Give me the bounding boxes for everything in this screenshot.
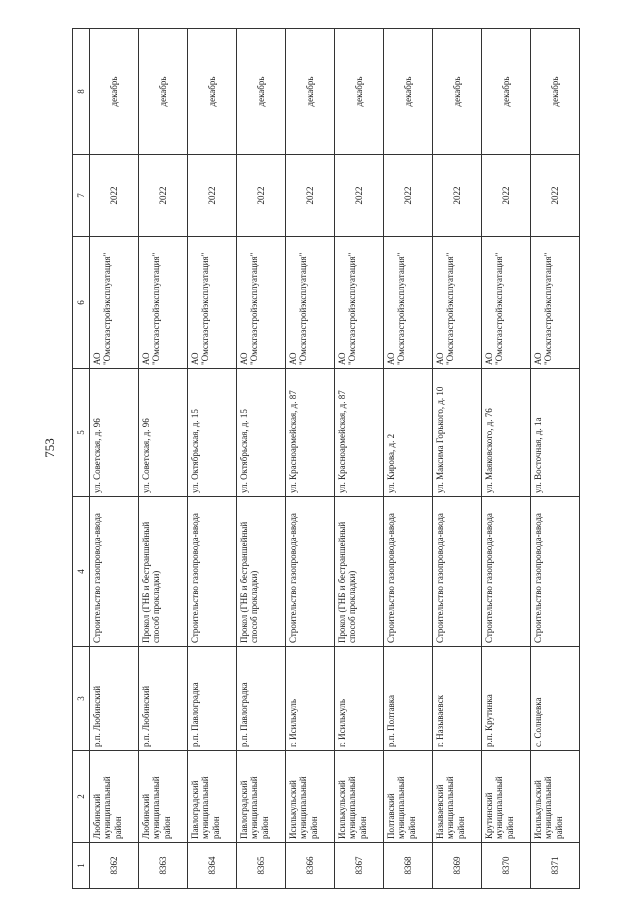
column-header: 7: [73, 155, 90, 237]
column-header: 2: [73, 751, 90, 843]
organization-cell: АО "Омскгазстройэксплуатация": [482, 237, 531, 369]
row-number: 8366: [286, 843, 335, 889]
address-cell: ул. Кирова, д. 2: [384, 369, 433, 497]
district-cell: Исилькульский муниципальный район: [286, 751, 335, 843]
year-cell: 2022: [335, 155, 384, 237]
settlement-cell: р.п. Павлоградка: [188, 647, 237, 751]
address-cell: ул. Красноармейская, д. 87: [286, 369, 335, 497]
table-row: [237, 29, 286, 889]
rotated-table-container: [72, 29, 580, 889]
table-row: [90, 29, 139, 889]
work-cell: Строительство газопровода-ввода: [482, 497, 531, 647]
row-number: 8371: [531, 843, 580, 889]
row-number: 8365: [237, 843, 286, 889]
month-cell: декабрь: [335, 29, 384, 155]
organization-cell: АО "Омскгазстройэксплуатация": [286, 237, 335, 369]
column-header: 1: [73, 843, 90, 889]
settlement-cell: р.п. Полтавка: [384, 647, 433, 751]
row-number: 8363: [139, 843, 188, 889]
settlement-cell: г. Называевск: [433, 647, 482, 751]
table-row: [433, 29, 482, 889]
table-row: [482, 29, 531, 889]
month-cell: декабрь: [531, 29, 580, 155]
district-cell: Исилькульский муниципальный район: [335, 751, 384, 843]
organization-cell: АО "Омскгазстройэксплуатация": [384, 237, 433, 369]
column-header: 6: [73, 237, 90, 369]
work-cell: Прокол (ГНБ и бестраншейный способ прокладки): [335, 497, 384, 647]
page-number: 753: [42, 438, 57, 458]
month-cell: декабрь: [188, 29, 237, 155]
address-cell: ул. Советская, д. 96: [90, 369, 139, 497]
address-cell: ул. Советская, д. 96: [139, 369, 188, 497]
district-cell: Полтавский муниципальный район: [384, 751, 433, 843]
month-cell: декабрь: [286, 29, 335, 155]
settlement-cell: г. Исилькуль: [335, 647, 384, 751]
year-cell: 2022: [237, 155, 286, 237]
district-cell: Исилькульский муниципальный район: [531, 751, 580, 843]
row-number: 8369: [433, 843, 482, 889]
month-cell: декабрь: [90, 29, 139, 155]
table-row: [384, 29, 433, 889]
address-cell: ул. Красноармейская, д. 87: [335, 369, 384, 497]
work-cell: Строительство газопровода-ввода: [188, 497, 237, 647]
table-row: [335, 29, 384, 889]
year-cell: 2022: [90, 155, 139, 237]
organization-cell: АО "Омскгазстройэксплуатация": [237, 237, 286, 369]
district-cell: Любинский муниципальный район: [139, 751, 188, 843]
month-cell: декабрь: [482, 29, 531, 155]
row-number: 8368: [384, 843, 433, 889]
work-cell: Прокол (ГНБ и бестраншейный способ прокладки): [237, 497, 286, 647]
work-cell: Строительство газопровода-ввода: [384, 497, 433, 647]
organization-cell: АО "Омскгазстройэксплуатация": [531, 237, 580, 369]
month-cell: декабрь: [237, 29, 286, 155]
district-cell: Павлоградский муниципальный район: [237, 751, 286, 843]
month-cell: декабрь: [384, 29, 433, 155]
address-cell: ул. Максима Горького, д. 10: [433, 369, 482, 497]
settlement-cell: р.п. Любинский: [90, 647, 139, 751]
district-cell: Любинский муниципальный район: [90, 751, 139, 843]
organization-cell: АО "Омскгазстройэксплуатация": [433, 237, 482, 369]
organization-cell: АО "Омскгазстройэксплуатация": [139, 237, 188, 369]
district-cell: Павлоградский муниципальный район: [188, 751, 237, 843]
address-cell: ул. Октябрьская, д. 15: [188, 369, 237, 497]
year-cell: 2022: [531, 155, 580, 237]
row-number: 8367: [335, 843, 384, 889]
work-cell: Прокол (ГНБ и бестраншейный способ прокладки): [139, 497, 188, 647]
column-header: 3: [73, 647, 90, 751]
row-number: 8362: [90, 843, 139, 889]
address-cell: ул. Маяковского, д. 76: [482, 369, 531, 497]
table-row: [286, 29, 335, 889]
table-row: [188, 29, 237, 889]
column-header: 4: [73, 497, 90, 647]
work-cell: Строительство газопровода-ввода: [90, 497, 139, 647]
year-cell: 2022: [384, 155, 433, 237]
settlement-cell: р.п. Павлоградка: [237, 647, 286, 751]
month-cell: декабрь: [139, 29, 188, 155]
work-cell: Строительство газопровода-ввода: [433, 497, 482, 647]
organization-cell: АО "Омскгазстройэксплуатация": [90, 237, 139, 369]
table-row: [139, 29, 188, 889]
column-header: 8: [73, 29, 90, 155]
district-cell: Крутинский муниципальный район: [482, 751, 531, 843]
work-cell: Строительство газопровода-ввода: [531, 497, 580, 647]
organization-cell: АО "Омскгазстройэксплуатация": [188, 237, 237, 369]
settlement-cell: г. Исилькуль: [286, 647, 335, 751]
row-number: 8370: [482, 843, 531, 889]
header-row: [73, 29, 90, 889]
gas-pipeline-table: [72, 28, 580, 889]
district-cell: Называевский муниципальный район: [433, 751, 482, 843]
year-cell: 2022: [433, 155, 482, 237]
year-cell: 2022: [188, 155, 237, 237]
work-cell: Строительство газопровода-ввода: [286, 497, 335, 647]
row-number: 8364: [188, 843, 237, 889]
organization-cell: АО "Омскгазстройэксплуатация": [335, 237, 384, 369]
settlement-cell: р.п. Любинский: [139, 647, 188, 751]
year-cell: 2022: [139, 155, 188, 237]
table-row: [531, 29, 580, 889]
year-cell: 2022: [482, 155, 531, 237]
address-cell: ул. Октябрьская, д. 15: [237, 369, 286, 497]
column-header: 5: [73, 369, 90, 497]
settlement-cell: р.п. Крутинка: [482, 647, 531, 751]
year-cell: 2022: [286, 155, 335, 237]
settlement-cell: с. Солнцевка: [531, 647, 580, 751]
address-cell: ул. Восточная, д. 1а: [531, 369, 580, 497]
month-cell: декабрь: [433, 29, 482, 155]
